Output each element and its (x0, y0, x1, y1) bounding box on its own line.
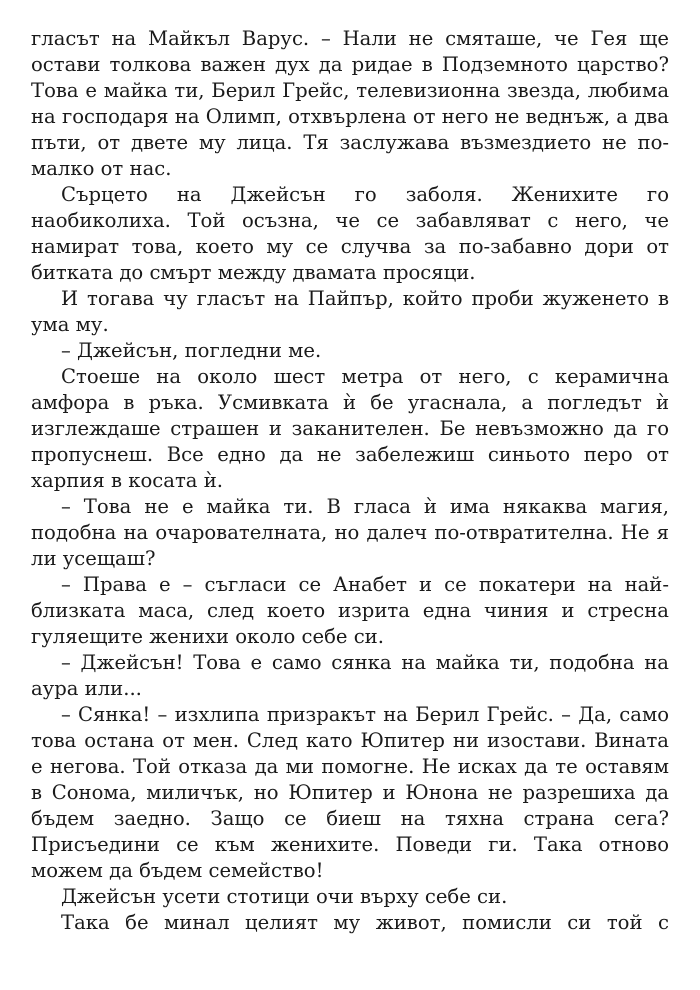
paragraph: Стоеше на около шест метра от него, с керамична амфора в ръка. Усмивката ѝ бе угаснала, а погледът ѝ изглеждаше страшен и заканителен. Бе невъзможно да го пропуснеш. Все едно да не забележиш синьото перо от харпия в косата ѝ. (31, 365, 669, 492)
paragraph: – Джейсън, погледни ме. (61, 339, 322, 362)
paragraph: – Права е – съгласи се Анабет и се покатери на най-близката маса, след което изрита една чиния и стресна гуляещите женихи около себе си. (31, 573, 669, 648)
paragraph: Сърцето на Джейсън го заболя. Женихите го наобиколиха. Той осъзна, че се забавляват с него, че намират това, което му се случва за по-забавно дори от битката до смърт между двамата просяци. (31, 183, 669, 284)
paragraph: – Джейсън! Това е само сянка на майка ти, подобна на аура или... (31, 651, 669, 700)
paragraph: гласът на Майкъл Варус. – Нали не смяташе, че Гея ще остави толкова важен дух да ридае в Подземното царство? Това е майка ти, Берил Грейс, телевизионна звезда, любима на господаря на Олимп, отхвърлена от него не веднъж, а два пъти, от двете му лица. Тя заслужава възмездието не по-малко от нас. (31, 27, 669, 180)
paragraph: И тогава чу гласът на Пайпър, който проби жуженето в ума му. (31, 287, 669, 336)
page-text (31, 26, 669, 936)
paragraph: – Сянка! – изхлипа призракът на Берил Грейс. – Да, само това остана от мен. След като Юпитер ни изостави. Вината е негова. Той отказа да ми помогне. Не исках да те оставям в Сонома, миличък, но Юпитер и Юнона не разрешиха да бъдем заедно. Защо се биеш на тяхна страна сега? Присъедини се към женихите. Поведи ги. Така отново можем да бъдем семейство! (31, 703, 669, 882)
paragraph: Така бе минал целият му живот, помисли си той с (61, 911, 669, 934)
paragraph: – Това не е майка ти. В гласа ѝ има някаква магия, подобна на очарователната, но далеч по-отвратителна. Не я ли усещаш? (31, 495, 669, 570)
paragraph: Джейсън усети стотици очи върху себе си. (61, 885, 508, 908)
